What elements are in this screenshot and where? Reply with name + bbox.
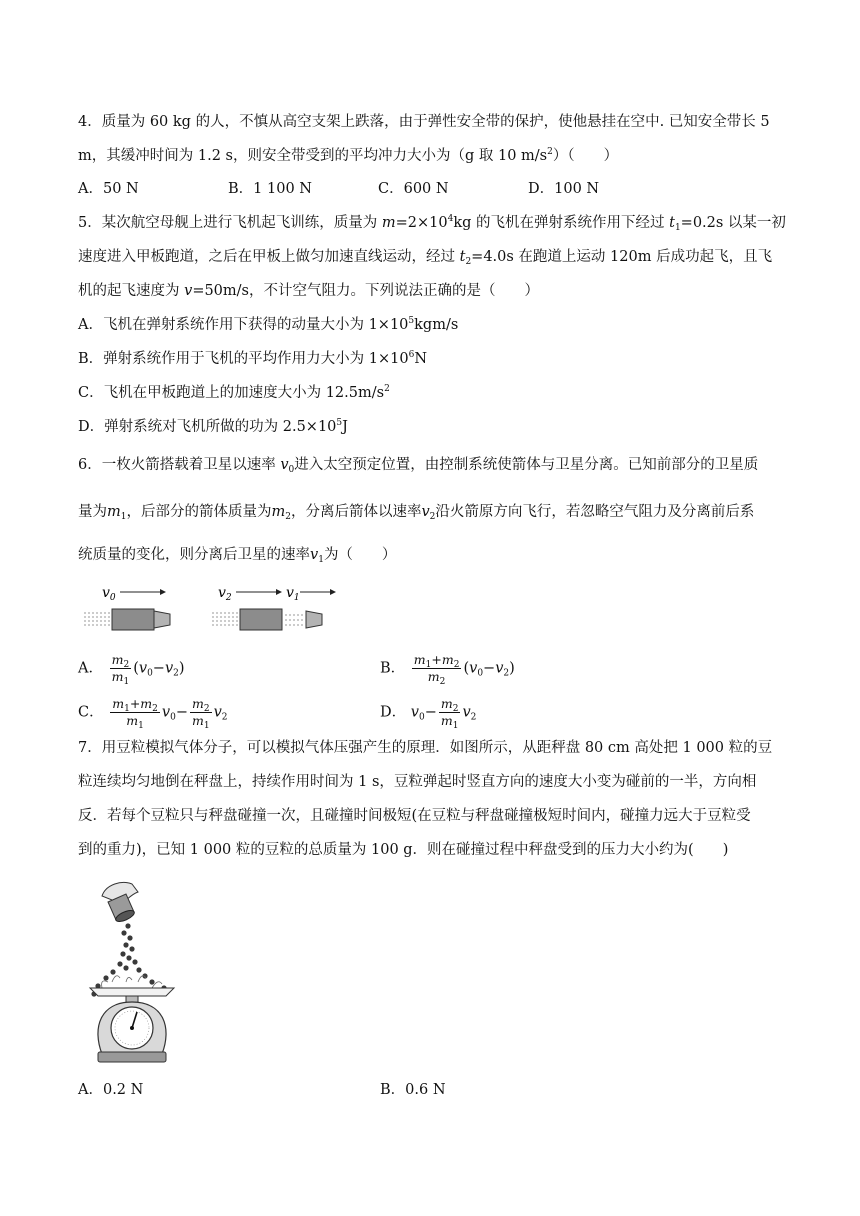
q6-option-c[interactable]: C． $\frac{m_1+m_2}{m_1}$ $v_0-$ $\frac{m_2}{m_1}$ $v_2$ bbox=[78, 696, 228, 731]
falling-beans bbox=[91, 923, 166, 996]
q5-option-a[interactable]: A．飞机在弹射系统作用下获得的动量大小为 $1\times 10^5kgm/s$ bbox=[78, 316, 459, 333]
left-rocket-nose bbox=[154, 611, 170, 628]
q6-stem-line-3: 统质量的变化，则分离后卫星的速率$v_1$为（ ） bbox=[78, 547, 397, 565]
fraction-m2-over-m1-d: $\frac{m_2}{m_1}$ bbox=[440, 696, 459, 731]
q5-option-d[interactable]: D．弹射系统对飞机所做的功为 $2.5\times 10^5J$ bbox=[78, 418, 348, 435]
q5-option-b[interactable]: B．弹射系统作用于飞机的平均作用力大小为 $1\times 10^6N$ bbox=[78, 350, 428, 367]
v1-arrow-head bbox=[330, 589, 336, 595]
v2-arrow-head bbox=[276, 589, 282, 595]
scale-pan bbox=[90, 988, 174, 996]
scale-base bbox=[98, 1052, 166, 1062]
q6-option-b[interactable]: B． $\frac{m_1+m_2}{m_2}$ $(v_0-v_2)$ bbox=[380, 652, 515, 687]
fraction-m2-over-m1: $\frac{m_2}{m_1}$ bbox=[111, 652, 130, 687]
v2-label: $v_2$ bbox=[218, 585, 232, 603]
bean-scale-figure bbox=[82, 878, 182, 1068]
q5-stem-line-1: 5．某次航空母舰上进行飞机起飞训练，质量为 $m=2\times 10^4kg$ 的飞机在弹射系统作用下经过 $t_1=0.2s$ 以某一初 bbox=[78, 214, 786, 233]
separation-gap bbox=[285, 615, 304, 625]
q7-option-a[interactable]: A．0.2 N bbox=[78, 1082, 144, 1098]
q6-option-d[interactable]: D． $v_0-$ $\frac{m_2}{m_1}$ $v_2$ bbox=[380, 696, 477, 731]
rocket-body-section bbox=[240, 609, 282, 630]
dial-center bbox=[130, 1026, 134, 1030]
q5-stem-line-3: 机的起飞速度为 v=50m/s，不计空气阻力。下列说法正确的是（ ） bbox=[78, 283, 539, 299]
q6-stem-line-1: 6．一枚火箭搭载着卫星以速率 $v_0$进入太空预定位置，由控制系统使箭体与卫星分离。已知前部分的卫星质 bbox=[78, 457, 759, 475]
q7-stem-line-3: 反．若每个豆粒只与秤盘碰撞一次，且碰撞时间极短(在豆粒与秤盘碰撞极短时间内，碰撞力远大于豆粒受 bbox=[78, 808, 751, 824]
v0-arrow-head bbox=[160, 589, 166, 595]
q4-option-b[interactable]: B．1 100 N bbox=[228, 181, 312, 197]
q4-option-c[interactable]: C．600 N bbox=[378, 181, 449, 197]
fraction-m1-plus-m2-over-m1: $\frac{m_1+m_2}{m_1}$ bbox=[112, 696, 158, 731]
fraction-m1-plus-m2-over-m2: $\frac{m_1+m_2}{m_2}$ bbox=[413, 652, 460, 687]
v0-label: $v_0$ bbox=[102, 585, 116, 603]
rocket-separation-figure bbox=[80, 580, 340, 640]
q6-stem-line-2: 量为$m_1$，后部分的箭体质量为$m_2$，分离后箭体以速率$v_2$沿火箭原方向飞行，若忽略空气阻力及分离前后系 bbox=[78, 504, 755, 522]
q7-stem-line-2: 粒连续均匀地倒在秤盘上，持续作用时间为 1 s，豆粒弹起时竖直方向的速度大小变为碰前的一半，方向相 bbox=[78, 774, 757, 790]
q4-stem-line-1: 4．质量为 60 kg 的人，不慎从高空支架上跌落，由于弹性安全带的保护，使他悬挂在空中. 已知安全带长 5 bbox=[78, 114, 770, 130]
left-rocket-body bbox=[112, 609, 154, 630]
v1-label: $v_1$ bbox=[286, 585, 300, 603]
fraction-m2-over-m1-c: $\frac{m_2}{m_1}$ bbox=[191, 696, 210, 731]
q4-stem-line-2: m，其缓冲时间为 1.2 s，则安全带受到的平均冲力大小为（g 取 10 $m/s^2$）（ ） bbox=[78, 147, 619, 164]
q7-option-b[interactable]: B．0.6 N bbox=[380, 1082, 446, 1098]
q4-option-a[interactable]: A．50 N bbox=[78, 181, 139, 197]
q4-option-d[interactable]: D．100 N bbox=[528, 181, 600, 197]
left-rocket-exhaust bbox=[84, 613, 111, 625]
q7-stem-line-4: 到的重力)，已知 1 000 粒的豆粒的总质量为 100 g．则在碰撞过程中秤盘受到的压力大小约为( ) bbox=[78, 842, 729, 858]
q6-option-a[interactable]: A． $\frac{m_2}{m_1}$ $(v_0-v_2)$ bbox=[78, 652, 185, 687]
q5-stem-line-2: 速度进入甲板跑道，之后在甲板上做匀加速直线运动，经过 $t_2=4.0s$ 在跑道上运动 120m 后成功起飞，且飞 bbox=[78, 249, 773, 267]
satellite-nose bbox=[306, 611, 322, 628]
q5-option-c[interactable]: C．飞机在甲板跑道上的加速度大小为 $12.5m/s^2$ bbox=[78, 384, 390, 401]
q7-stem-line-1: 7．用豆粒模拟气体分子，可以模拟气体压强产生的原理．如图所示，从距秤盘 80 cm 高处把 1 000 粒的豆 bbox=[78, 740, 773, 756]
right-rocket-exhaust bbox=[212, 613, 239, 625]
